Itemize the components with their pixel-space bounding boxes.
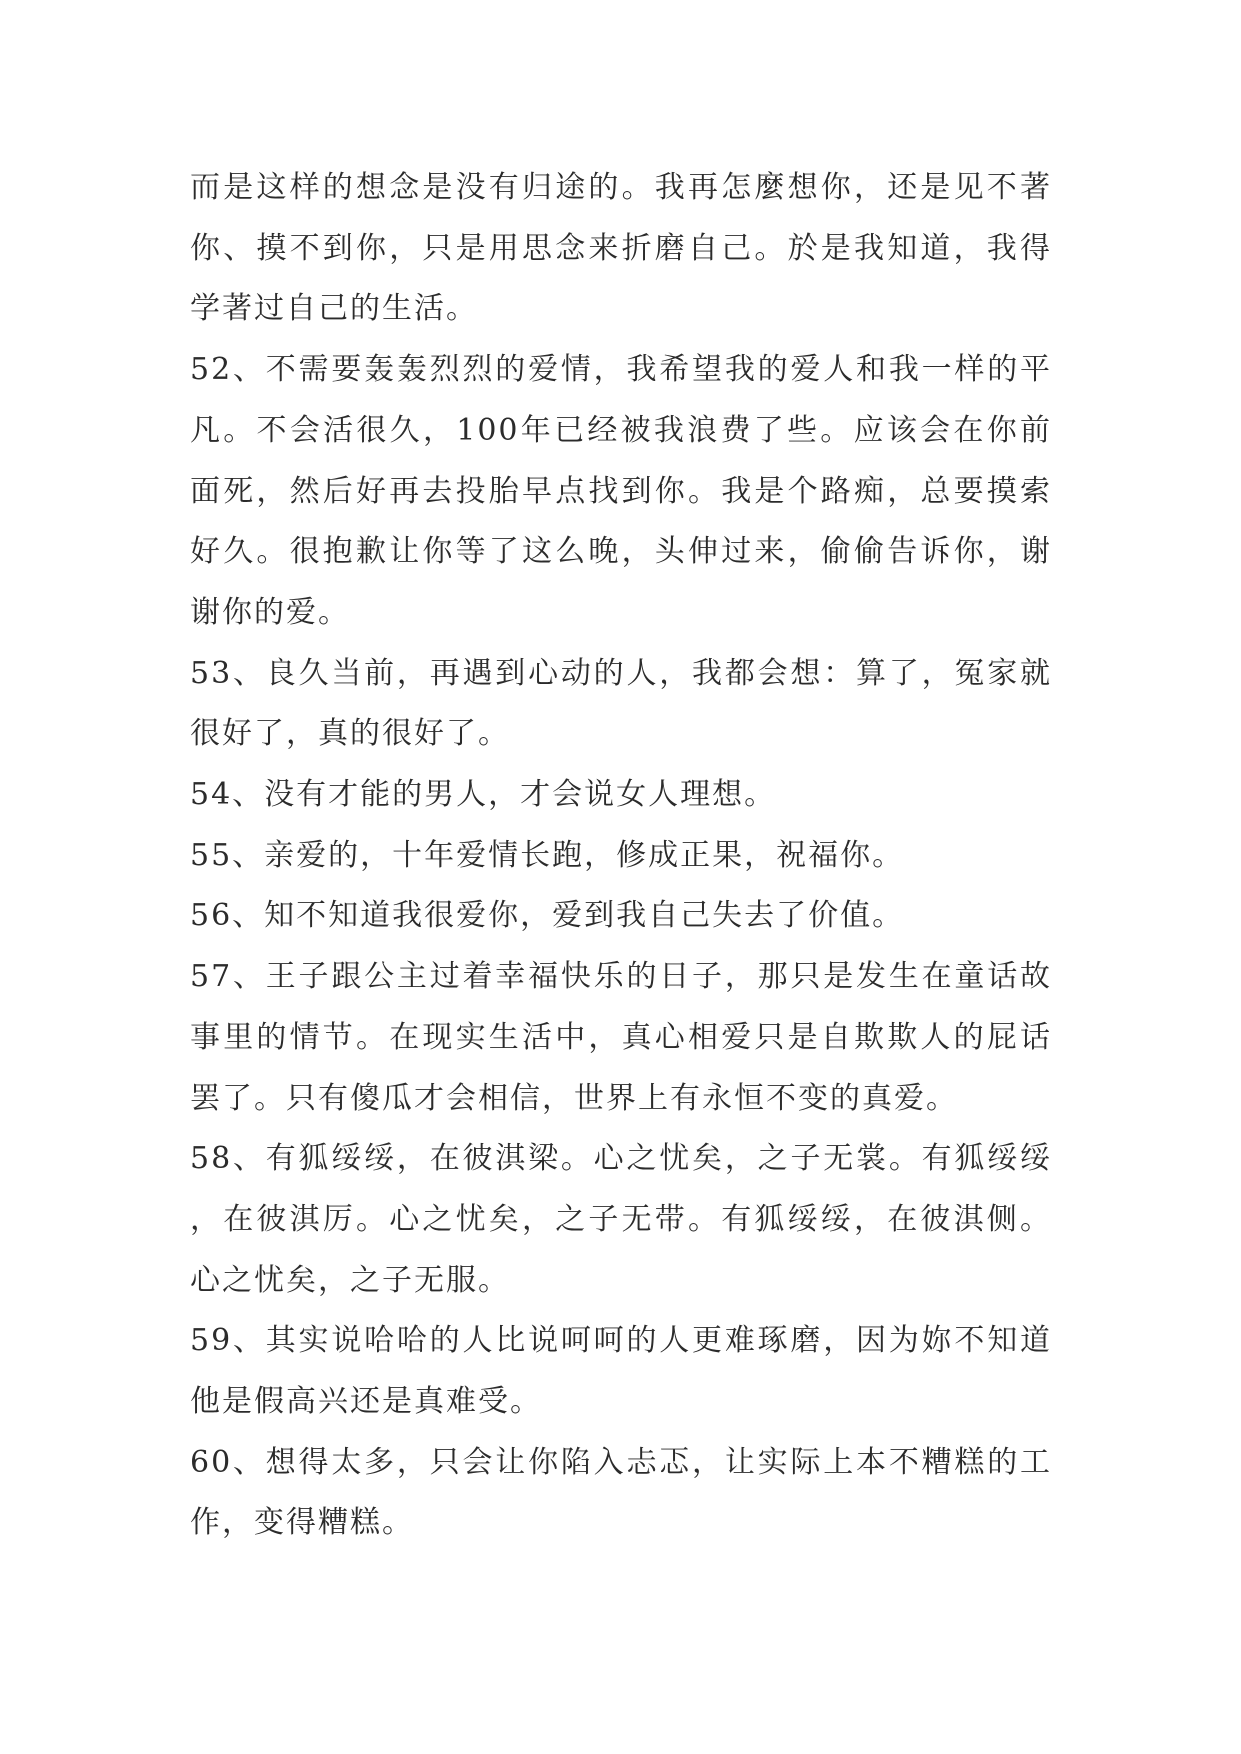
quote-58: 58、有狐绥绥，在彼淇梁。心之忧矣，之子无裳。有狐绥绥，在彼淇厉。心之忧矣，之子无带。有狐绥绥，在彼淇侧。心之忧矣，之子无服。 [190,1141,1052,1298]
quote-59: 59、其实说哈哈的人比说呵呵的人更难琢磨，因为妳不知道他是假高兴还是真难受。 [190,1323,1052,1420]
quote-52: 52、不需要轰轰烈烈的爱情，我希望我的爱人和我一样的平凡。不会活很久，100年已经被我浪费了些。应该会在你前面死，然后好再去投胎早点找到你。我是个路痴，总要摸索好久。很抱歉让你等了这么晚，头伸过来，偷偷告诉你，谢谢你的爱。 [190,352,1052,630]
quote-54: 54、没有才能的男人，才会说女人理想。 [190,777,777,813]
quote-60: 60、想得太多，只会让你陷入忐忑，让实际上本不糟糕的工作，变得糟糕。 [190,1444,1052,1541]
quote-55: 55、亲爱的，十年爱情长跑，修成正果，祝福你。 [190,837,905,873]
quote-57: 57、王子跟公主过着幸福快乐的日子，那只是发生在童话故事里的情节。在现实生活中，真心相爱只是自欺欺人的屁话罢了。只有傻瓜才会相信，世界上有永恒不变的真爱。 [190,959,1052,1116]
document-body [190,158,1052,1554]
quote-53: 53、良久当前，再遇到心动的人，我都会想：算了，冤家就很好了，真的很好了。 [190,655,1052,752]
paragraph-continuation: 而是这样的想念是没有归途的。我再怎麼想你，还是见不著你、摸不到你，只是用思念来折磨自己。於是我知道，我得学著过自己的生活。 [190,170,1052,327]
quote-56: 56、知不知道我很爱你，爱到我自己失去了价值。 [190,898,905,934]
